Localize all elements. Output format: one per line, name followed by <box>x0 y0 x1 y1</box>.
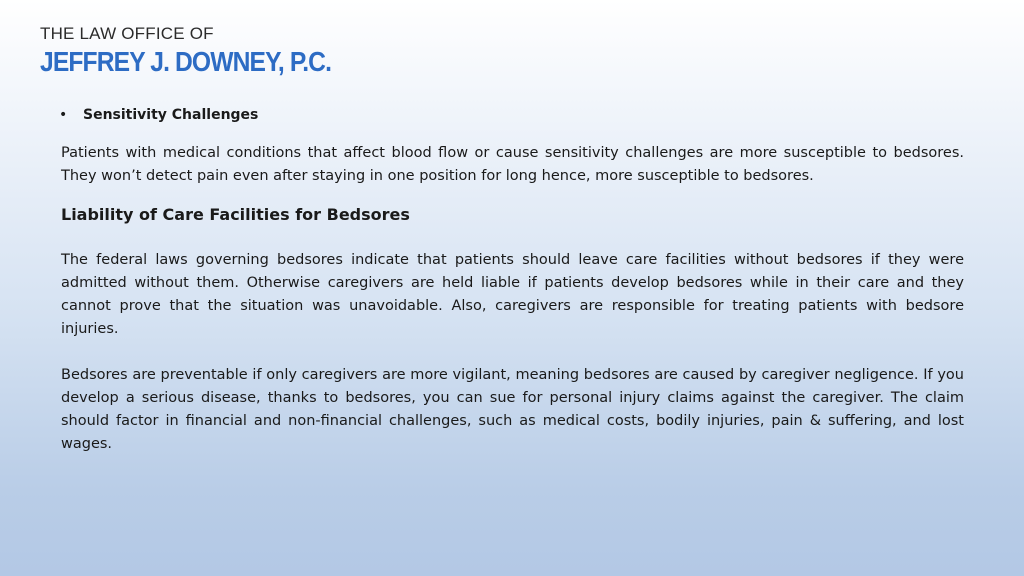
law-office-logo <box>40 24 371 80</box>
logo-tagline: THE LAW OFFICE OF <box>40 24 214 43</box>
slide-body <box>61 104 964 456</box>
section-heading: Liability of Care Facilities for Bedsores <box>61 205 410 224</box>
logo-firm-name: JEFFREY J. DOWNEY, P.C. <box>40 46 332 77</box>
bullet-icon: • <box>59 107 68 123</box>
bullet-item <box>59 104 964 127</box>
sensitivity-paragraph: Patients with medical conditions that affect blood flow or cause sensitivity challenges are more susceptible to bedsores. They won’t detect pain even after staying in one position for long hence, more susceptible to bedsores. <box>61 145 964 184</box>
prevention-paragraph: Bedsores are preventable if only caregivers are more vigilant, meaning bedsores are caused by caregiver negligence. If you develop a serious disease, thanks to bedsores, you can sue for personal injury claims against the caregiver. The claim should factor in financial and non-financial challenges, such as medical costs, bodily injuries, pain & suffering, and lost wages. <box>61 367 964 452</box>
bullet-title: Sensitivity Challenges <box>83 107 259 123</box>
liability-paragraph: The federal laws governing bedsores indicate that patients should leave care facilities without bedsores if they were admitted without them. Otherwise caregivers are held liable if patients develop bedsores while in their care and they cannot prove that the situation was unavoidable. Also, caregivers are responsible for treating patients with bedsore injuries. <box>61 252 964 337</box>
